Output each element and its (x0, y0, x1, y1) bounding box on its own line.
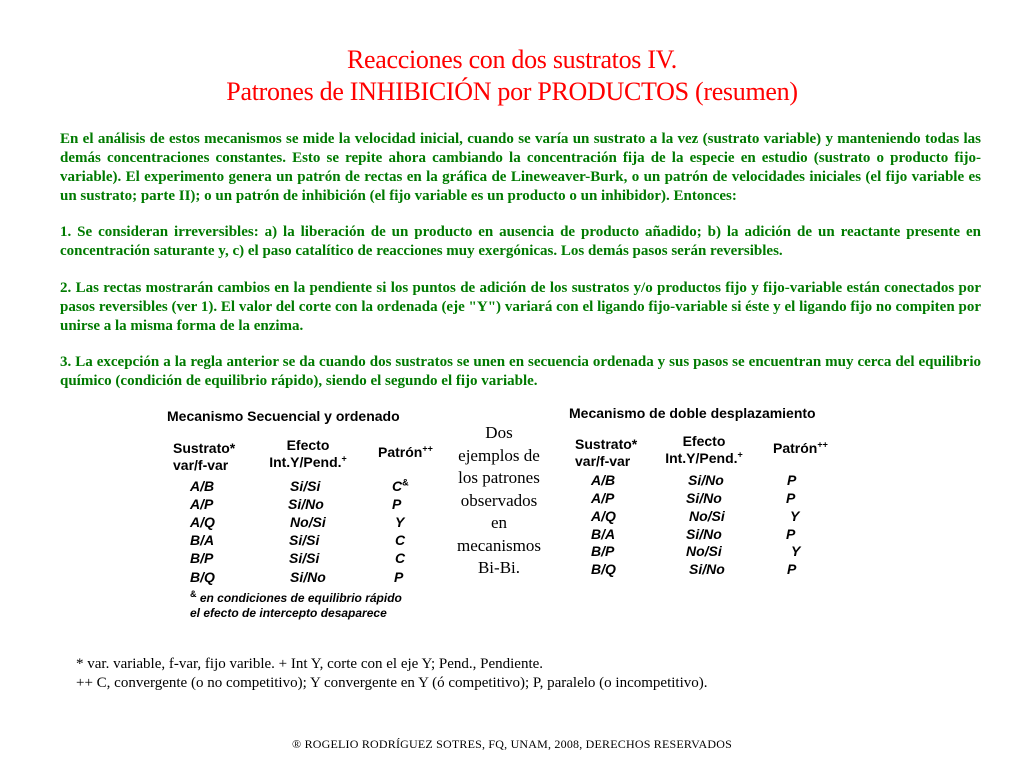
table-row-patron: P (394, 569, 404, 585)
table-row-patron: P (787, 472, 797, 488)
header-patron: Patrón++ (773, 439, 828, 456)
table-row-efecto: Si/No (686, 490, 722, 506)
rapid-equilibrium-note: & en condiciones de equilibrio rápido el efecto de intercepto desaparece (190, 589, 402, 620)
table-row-patron: Y (790, 508, 800, 524)
table-row-efecto: No/Si (689, 508, 725, 524)
header-sustrato: Sustrato* var/f-var (575, 436, 638, 469)
table-row-pair: B/Q (591, 561, 616, 577)
table-row-pair: A/Q (190, 514, 215, 530)
table-row-pair: A/P (190, 496, 214, 512)
table-row-efecto: Si/No (290, 569, 326, 585)
table-row-patron: P (392, 496, 402, 512)
title-line-1: Reacciones con dos sustratos IV. (346, 45, 678, 74)
table-row-pair: B/A (591, 526, 616, 542)
table-row-patron: Y (791, 543, 801, 559)
table-row-pair: A/B (190, 478, 215, 494)
table-row-pair: B/A (190, 532, 215, 548)
table-row-patron: P (786, 490, 796, 506)
rule-1-paragraph: 1. Se consideran irreversibles: a) la liberación de un producto en ausencia de producto añadido; b) la adición de un reactante presente en concentración saturante y, c) el paso catalítico de reacciones muy exergónicas. Los demás pasos serán reversibles. (60, 224, 981, 259)
table-row-efecto: No/Si (290, 514, 326, 530)
table-row-patron: P (786, 526, 796, 542)
table-row-efecto: Si/Si (289, 532, 320, 548)
sequential-table-title: Mecanismo Secuencial y ordenado (167, 408, 400, 424)
header-patron: Patrón++ (378, 443, 433, 460)
table-row-pair: B/Q (190, 569, 215, 585)
rule-2-paragraph: 2. Las rectas mostrarán cambios en la pendiente si los puntos de adición de los sustratos y/o productos fijo y fijo-variable están conectados por pasos reversibles (ver 1). El valor del corte con la ordenada (eje "Y") variará con el ligando fijo-variable si éste y el ligando fijo no compiten por unirse a la misma forma de la enzima. (60, 280, 981, 334)
table-row-efecto: Si/Si (289, 550, 320, 566)
header-efecto: Efecto Int.Y/Pend.+ (269, 437, 347, 470)
table-row-efecto: No/Si (686, 543, 722, 559)
table-row-patron: Y (395, 514, 405, 530)
table-row-patron: P (787, 561, 797, 577)
ping-pong-table-title: Mecanismo de doble desplazamiento (569, 405, 816, 421)
table-row-pair: A/P (591, 490, 615, 506)
bi-bi-caption: Dos ejemplos de los patrones observados en mecanismos Bi-Bi. (456, 423, 542, 577)
header-sustrato: Sustrato* var/f-var (173, 440, 236, 473)
table-row-efecto: Si/No (688, 472, 724, 488)
table-row-patron: C (395, 532, 406, 548)
slide-title (0, 44, 1024, 108)
table-row-pair: B/P (591, 543, 615, 559)
table-row-efecto: Si/No (288, 496, 324, 512)
table-row-pair: A/B (591, 472, 616, 488)
rule-3-paragraph: 3. La excepción a la regla anterior se da cuando dos sustratos se unen en secuencia ordenada y sus pasos se encuentran muy cerca del equilibrio químico (condición de equilibrio rápido), siendo el segundo el fijo variable. (60, 354, 981, 389)
table-row-efecto: Si/Si (290, 478, 321, 494)
footnote-patterns: ++ C, convergente (o no competitivo); Y convergente en Y (ó competitivo); P, paralelo (o incompetitivo). (76, 675, 708, 691)
table-row-patron: C (395, 550, 406, 566)
footnote-abbreviations: * var. variable, f-var, fijo varible. + Int Y, corte con el eje Y; Pend., Pendiente. (76, 656, 544, 672)
table-row-efecto: Si/No (686, 526, 722, 542)
table-row-pair: A/Q (591, 508, 616, 524)
table-row-patron: C& (392, 477, 409, 494)
intro-paragraph: En el análisis de estos mecanismos se mide la velocidad inicial, cuando se varía un sustrato a la vez (sustrato variable) y manteniendo todas las demás concentraciones constantes. Esto se repite ahora cambiando la concentración fija de la especie en estudio (sustrato o producto fijo-variable). El experimento genera un patrón de rectas en la gráfica de Lineweaver-Burk, o un patrón de velocidades iniciales (el fijo variable es un sustrato; parte II); o un patrón de inhibición (el fijo variable es un producto o un inhibidor). Entonces: (60, 131, 981, 204)
table-row-efecto: Si/No (689, 561, 725, 577)
table-row-pair: B/P (190, 550, 214, 566)
header-efecto: Efecto Int.Y/Pend.+ (665, 433, 743, 466)
copyright-notice: ® ROGELIO RODRÍGUEZ SOTRES, FQ, UNAM, 2008, DERECHOS RESERVADOS (292, 737, 732, 751)
title-line-2: Patrones de INHIBICIÓN por PRODUCTOS (resumen) (226, 77, 798, 106)
